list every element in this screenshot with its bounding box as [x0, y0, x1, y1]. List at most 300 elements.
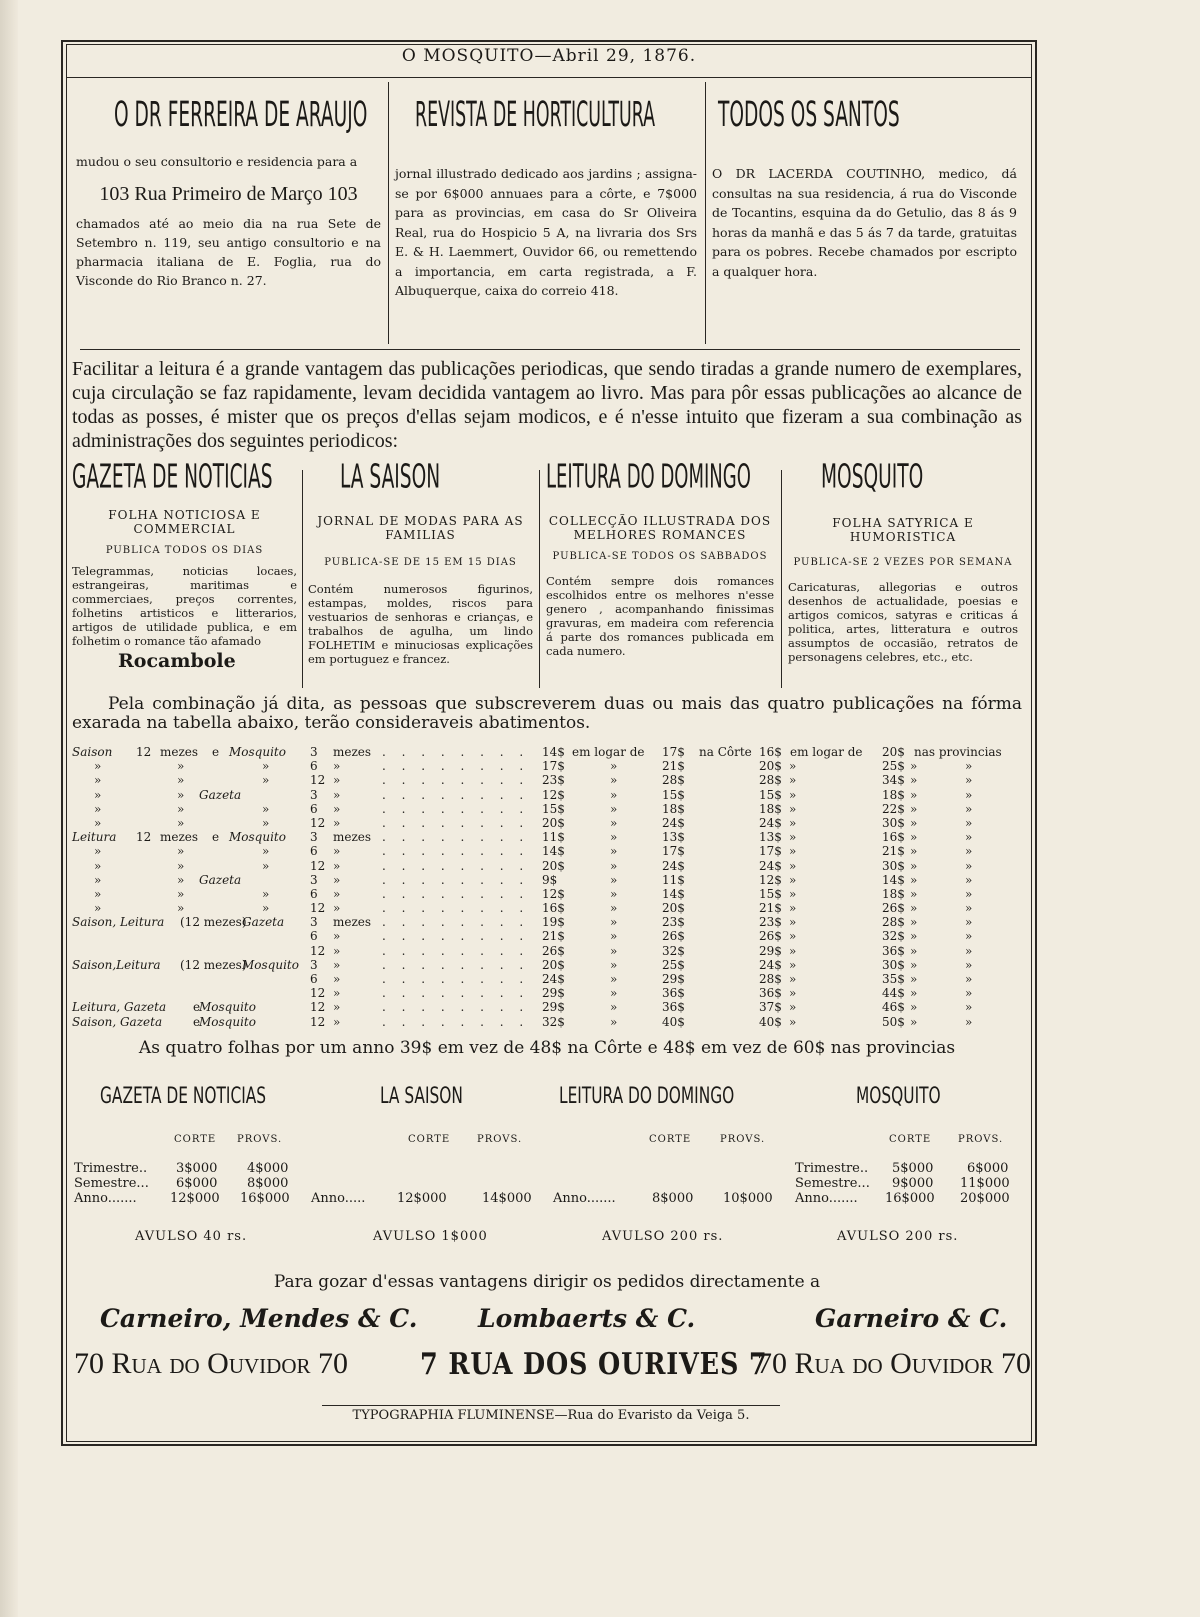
table-cell-t: 12	[310, 815, 326, 830]
table-cell-a: »	[94, 773, 102, 788]
page-edge	[0, 0, 18, 1617]
table-ditto-mark: »	[610, 986, 618, 1001]
table-cell-p3: 15$	[759, 787, 782, 802]
table-cell-u: »	[333, 929, 341, 944]
table-cell-p3: 37$	[759, 1000, 782, 1015]
table-cell-u: »	[333, 1000, 341, 1015]
table-cell-p4: 30$	[882, 957, 905, 972]
ad-todos-santos-title: TODOS OS SANTOS	[718, 94, 900, 136]
table-cell-p4: 35$	[882, 972, 905, 986]
table-cell-p3: 21$	[759, 901, 782, 916]
table-cell-a: »	[94, 815, 102, 830]
table-cell-p3: 16$	[759, 745, 782, 759]
table-cell-p1: 17$	[542, 759, 565, 774]
table-ditto-mark: »	[610, 858, 618, 873]
table-leader-dots: . . . . . . . .	[382, 972, 530, 986]
ad-revista-title: REVISTA DE HORTICULTURA	[415, 94, 656, 136]
table-ditto-mark: »	[789, 815, 797, 830]
table-row	[72, 873, 1022, 887]
table-cell-p1: 16$	[542, 901, 565, 916]
table-cell-a: »	[94, 787, 102, 802]
table-cell-u: »	[333, 844, 341, 859]
table-cell-p3: 13$	[759, 830, 782, 845]
table-cell-p1: 29$	[542, 986, 565, 1001]
pub-mosquito-body: Caricaturas, allegorias e outros desenhos de actualidade, poesias e artigos comicos, satyras e criticas á politica, artes, litteratura e outros assumptos de occasião, retratos de personagens celebres, etc., etc.	[788, 580, 1018, 664]
table-cell-t: 12	[310, 1014, 326, 1029]
table-cell-p4: 20$	[882, 745, 905, 759]
table-cell-na-corte: na Côrte	[699, 745, 752, 759]
table-cell-t: 3	[310, 745, 318, 759]
table-cell-t: 6	[310, 929, 318, 944]
price-saison-title: LA SAISON	[380, 1084, 463, 1109]
table-cell-t: 6	[310, 759, 318, 774]
table-cell-p2: 23$	[662, 915, 685, 930]
table-ditto-mark: »	[910, 957, 918, 972]
table-ditto-mark: »	[965, 1000, 973, 1015]
table-cell-p2: 24$	[662, 815, 685, 830]
table-ditto-mark: »	[610, 830, 618, 845]
table-cell-p1: 9$	[542, 872, 558, 887]
table-cell-n: »	[177, 844, 185, 859]
table-ditto-mark: »	[965, 929, 973, 944]
table-cell-p1: 20$	[542, 815, 565, 830]
table-cell-a: Saison, Leitura	[72, 915, 165, 930]
combo-paragraph: Pela combinação já dita, as pessoas que subscreverem duas ou mais das quatro publicações na fórma exarada na tabella abaixo, terão consideraveis abatimentos.	[72, 694, 1022, 733]
table-cell-a: Saison,Leitura	[72, 957, 161, 972]
table-cell-u: »	[333, 801, 341, 816]
table-cell-p4: 14$	[882, 872, 905, 887]
table-cell-n: »	[177, 886, 185, 901]
table-ditto-mark: »	[910, 972, 918, 986]
table-cell-p2: 21$	[662, 759, 685, 774]
table-ditto-mark: »	[610, 773, 618, 788]
table-cell-a: Leitura	[72, 830, 117, 845]
table-cell-t: 3	[310, 957, 318, 972]
table-cell-p1: 29$	[542, 1000, 565, 1015]
pub-divider-1	[302, 470, 303, 688]
table-cell-p3: 24$	[759, 957, 782, 972]
table-ditto-mark: »	[965, 801, 973, 816]
table-ditto-mark: »	[910, 1000, 918, 1015]
pub-leitura-subtitle: COLLECÇÃO ILLUSTRADA DOS MELHORES ROMANCES	[548, 514, 772, 542]
footer-rule	[322, 1405, 780, 1406]
table-ditto-mark: »	[610, 815, 618, 830]
table-cell-p4: 30$	[882, 858, 905, 873]
ad-divider-2	[705, 82, 706, 344]
pub-mosquito	[788, 457, 1018, 664]
table-leader-dots: . . . . . . . .	[382, 830, 530, 845]
pub-saison	[308, 457, 533, 666]
table-cell-p1: 20$	[542, 858, 565, 873]
pub-saison-body: Contém numerosos figurinos, estampas, moldes, riscos para vestuarios de senhoras e crianças, e trabalhos de agulha, um lindo FOLHETIM e minuciosas explicações em portuguez e francez.	[308, 582, 533, 666]
table-row	[72, 830, 1022, 844]
masthead: O MOSQUITO—Abril 29, 1876.	[401, 46, 697, 66]
table-cell-b: »	[262, 815, 270, 830]
table-ditto-mark: »	[910, 943, 918, 958]
table-ditto-mark: »	[910, 759, 918, 774]
table-cell-p4: 36$	[882, 943, 905, 958]
table-cell-p1: 12$	[542, 886, 565, 901]
table-leader-dots: . . . . . . . .	[382, 929, 530, 944]
table-row	[72, 859, 1022, 873]
table-ditto-mark: »	[789, 844, 797, 859]
table-cell-p4: 16$	[882, 830, 905, 845]
table-ditto-mark: »	[789, 787, 797, 802]
table-cell-p4: 26$	[882, 901, 905, 916]
table-ditto-mark: »	[965, 986, 973, 1001]
table-ditto-mark: »	[789, 1000, 797, 1015]
table-ditto-mark: »	[789, 986, 797, 1001]
table-ditto-mark: »	[610, 915, 618, 930]
ads-bottom-rule	[80, 349, 1020, 350]
pub-leitura	[546, 457, 774, 658]
table-cell-u: mezes	[333, 745, 372, 759]
masthead-rule	[66, 77, 1032, 78]
table-cell-p4: 22$	[882, 801, 905, 816]
table-cell-p3: 20$	[759, 759, 782, 774]
table-cell-t: 12	[310, 901, 326, 916]
table-cell-a: »	[94, 872, 102, 887]
table-cell-a: »	[94, 901, 102, 916]
table-ditto-mark: »	[910, 815, 918, 830]
pub-mosquito-subtitle: FOLHA SATYRICA E HUMORISTICA	[832, 516, 974, 544]
table-cell-a: »	[94, 801, 102, 816]
table-ditto-mark: »	[965, 886, 973, 901]
table-leader-dots: . . . . . . . .	[382, 787, 530, 802]
table-cell-p3: 23$	[759, 915, 782, 930]
table-cell-t: 6	[310, 886, 318, 901]
table-cell-a: »	[94, 844, 102, 859]
table-ditto-mark: »	[610, 943, 618, 958]
table-leader-dots: . . . . . . . .	[382, 986, 530, 1001]
pub-leitura-body: Contém sempre dois romances escolhidos entre os melhores n'esse genero , acompanhando finissimas gravuras, em madeira com referencia á parte dos romances publicada em cada numero.	[546, 574, 774, 658]
table-row	[72, 929, 1022, 943]
table-ditto-mark: »	[610, 759, 618, 774]
table-cell-t: 12	[310, 943, 326, 958]
table-cell-u: »	[333, 872, 341, 887]
table-leader-dots: . . . . . . . .	[382, 872, 530, 887]
table-cell-b: Mosquito	[229, 745, 286, 759]
agent-carneiro-name: Carneiro, Mendes & C.	[100, 1304, 418, 1333]
table-leader-dots: . . . . . . . .	[382, 1014, 530, 1029]
table-leader-dots: . . . . . . . .	[382, 801, 530, 816]
table-cell-u: »	[333, 759, 341, 774]
table-cell-b: Mosquito	[242, 957, 299, 972]
table-cell-e: e	[193, 1014, 201, 1029]
table-cell-p3: 12$	[759, 872, 782, 887]
table-ditto-mark: »	[965, 915, 973, 930]
table-ditto-mark: »	[965, 972, 973, 986]
table-ditto-mark: »	[910, 901, 918, 916]
table-cell-p3: 17$	[759, 844, 782, 859]
table-cell-p2: 40$	[662, 1014, 685, 1029]
table-cell-a: Saison	[72, 745, 113, 759]
table-cell-u: »	[333, 773, 341, 788]
table-cell-p4: 30$	[882, 815, 905, 830]
table-cell-p2: 36$	[662, 1000, 685, 1015]
table-cell-p2: 36$	[662, 986, 685, 1001]
table-row	[72, 1015, 1022, 1029]
table-cell-p1: 21$	[542, 929, 565, 944]
table-cell-b: Mosquito	[199, 1014, 256, 1029]
price-mosquito-title: MOSQUITO	[856, 1084, 941, 1109]
table-cell-p1: 26$	[542, 943, 565, 958]
table-cell-u: »	[333, 1014, 341, 1029]
table-ditto-mark: »	[610, 957, 618, 972]
table-ditto-mark: »	[965, 787, 973, 802]
table-cell-u: mezes	[333, 830, 372, 845]
table-cell-p2: 28$	[662, 773, 685, 788]
ad-ferreira-body: chamados até ao meio dia na rua Sete de Setembro n. 119, seu antigo consultorio e na pharmacia italiana de E. Foglia, rua do Visconde do Rio Branco n. 27.	[76, 216, 381, 288]
pub-saison-subtitle: JORNAL DE MODAS PARA AS FAMILIAS	[317, 514, 524, 542]
pub-gazeta-rocambole: Rocambole	[118, 650, 236, 672]
table-leader-dots: . . . . . . . .	[382, 858, 530, 873]
table-row	[72, 844, 1022, 858]
pub-mosquito-title: MOSQUITO	[820, 457, 923, 497]
table-cell-p3: 24$	[759, 815, 782, 830]
table-cell-p1: 14$	[542, 745, 565, 759]
table-ditto-mark: »	[910, 830, 918, 845]
table-row	[72, 816, 1022, 830]
table-ditto-mark: »	[910, 986, 918, 1001]
table-cell-t: 12	[310, 986, 326, 1001]
table-cell-p1: 23$	[542, 773, 565, 788]
table-ditto-mark: »	[965, 815, 973, 830]
table-cell-u: »	[333, 943, 341, 958]
table-ditto-mark: »	[910, 787, 918, 802]
table-cell-p1: 11$	[542, 830, 565, 845]
table-leader-dots: . . . . . . . .	[382, 773, 530, 788]
table-cell-p3: 40$	[759, 1014, 782, 1029]
table-ditto-mark: »	[610, 1014, 618, 1029]
table-cell-e: e	[212, 745, 220, 759]
table-cell-b: »	[262, 759, 270, 774]
intro-paragraph: Facilitar a leitura é a grande vantagem das publicações periodicas, que sendo tiradas a grande numero de exemplares, cuja circulação se faz rapidamente, levam decidida vantagem ao livro. Mas para pôr essas publicações ao alcance de todas as posses, é mister que os preços d'ellas sejam modicos, e é n'esse intuito que fizeram a sua combinação as administrações dos seguintes periodicos:	[72, 358, 1022, 452]
table-ditto-mark: »	[789, 858, 797, 873]
table-cell-e: e	[212, 830, 220, 845]
table-cell-p3: 24$	[759, 858, 782, 873]
table-cell-t: 3	[310, 872, 318, 887]
table-row	[72, 887, 1022, 901]
ad-ferreira-address: 103 Rua Primeiro de Março 103	[99, 183, 358, 205]
table-cell-n: 12	[136, 745, 152, 759]
table-ditto-mark: »	[610, 1000, 618, 1015]
table-cell-a: »	[94, 858, 102, 873]
pub-mosquito-freq: PUBLICA-SE 2 VEZES POR SEMANA	[793, 557, 1013, 568]
table-cell-p3: 26$	[759, 929, 782, 944]
table-cell-t: 12	[310, 858, 326, 873]
price-leitura-title: LEITURA DO DOMINGO	[559, 1084, 735, 1109]
table-cell-b: Gazeta	[242, 915, 285, 930]
price-gazeta-title: GAZETA DE NOTICIAS	[100, 1084, 267, 1109]
table-cell-t: 12	[310, 773, 326, 788]
table-ditto-mark: »	[789, 1014, 797, 1029]
table-cell-n: »	[177, 759, 185, 774]
table-cell-p3: 29$	[759, 943, 782, 958]
table-cell-p2: 32$	[662, 943, 685, 958]
table-cell-p1: 14$	[542, 844, 565, 859]
table-cell-p4: 25$	[882, 759, 905, 774]
table-cell-p2: 17$	[662, 745, 685, 759]
ad-todos-santos	[712, 94, 1017, 281]
ad-ferreira-line1: mudou o seu consultorio e residencia para a	[76, 154, 358, 169]
table-leader-dots: . . . . . . . .	[382, 745, 530, 759]
table-cell-em-logar: em logar de	[572, 745, 645, 759]
table-ditto-mark: »	[789, 901, 797, 916]
table-ditto-mark: »	[789, 915, 797, 930]
table-ditto-mark: »	[910, 801, 918, 816]
table-cell-p2: 13$	[662, 830, 685, 845]
table-row	[72, 972, 1022, 986]
table-cell-ap: (12 mezes)	[180, 915, 247, 930]
table-cell-a: Leitura, Gazeta	[72, 1000, 167, 1015]
ad-revista-body: jornal illustrado dedicado aos jardins ; assigna-se por 6$000 annuaes para a côrte, e 7$000 para as provincias, em casa do Sr Oliveira Real, rua do Hospicio 5 A, na livraria dos Srs E. & H. Laemmert, Ouvidor 66, ou remettendo a importancia, em carta registrada, a F. Albuquerque, caixa do correio 418.	[395, 166, 697, 298]
table-row	[72, 788, 1022, 802]
table-ditto-mark: »	[965, 957, 973, 972]
table-cell-n: 12	[136, 830, 152, 845]
table-cell-p4: 32$	[882, 929, 905, 944]
table-cell-b: Gazeta	[199, 872, 242, 887]
table-cell-b: Mosquito	[229, 830, 286, 845]
table-ditto-mark: »	[965, 773, 973, 788]
table-row	[72, 745, 1022, 759]
table-ditto-mark: »	[789, 759, 797, 774]
table-ditto-mark: »	[789, 886, 797, 901]
table-row	[72, 773, 1022, 787]
pub-gazeta	[72, 457, 297, 672]
table-cell-p2: 29$	[662, 972, 685, 986]
table-leader-dots: . . . . . . . .	[382, 844, 530, 859]
table-row	[72, 944, 1022, 958]
agent-lombaerts-name: Lombaerts & C.	[478, 1304, 696, 1333]
table-ditto-mark: »	[610, 872, 618, 887]
pub-divider-2	[539, 470, 540, 688]
table-cell-b: Gazeta	[199, 787, 242, 802]
table-cell-p4: 46$	[882, 1000, 905, 1015]
table-ditto-mark: »	[789, 943, 797, 958]
table-ditto-mark: »	[610, 844, 618, 859]
agent-lombaerts-address: 7 RUA DOS OURIVES 7	[420, 1347, 768, 1382]
table-cell-p1: 32$	[542, 1014, 565, 1029]
table-cell-e: e	[193, 1000, 201, 1015]
ad-revista	[395, 94, 697, 301]
table-cell-b: »	[262, 858, 270, 873]
table-cell-a: »	[94, 886, 102, 901]
table-cell-n: »	[177, 815, 185, 830]
table-cell-u: »	[333, 787, 341, 802]
gozar-line: Para gozar d'essas vantagens dirigir os pedidos directamente a	[273, 1272, 821, 1292]
table-ditto-mark: »	[789, 957, 797, 972]
table-ditto-mark: »	[910, 872, 918, 887]
table-row	[72, 1000, 1022, 1014]
pub-divider-3	[781, 470, 782, 688]
table-cell-b: »	[262, 844, 270, 859]
table-cell-p2: 15$	[662, 787, 685, 802]
table-ditto-mark: »	[965, 858, 973, 873]
table-cell-p2: 18$	[662, 801, 685, 816]
table-ditto-mark: »	[610, 972, 618, 986]
table-leader-dots: . . . . . . . .	[382, 957, 530, 972]
table-leader-dots: . . . . . . . .	[382, 815, 530, 830]
table-ditto-mark: »	[610, 901, 618, 916]
table-cell-t: 3	[310, 830, 318, 845]
table-ditto-mark: »	[910, 1014, 918, 1029]
table-cell-p1: 12$	[542, 787, 565, 802]
table-cell-p2: 20$	[662, 901, 685, 916]
table-cell-p4: 18$	[882, 787, 905, 802]
table-cell-ap: (12 mezes)	[180, 957, 247, 972]
table-cell-b: »	[262, 801, 270, 816]
quatro-folhas-line: As quatro folhas por um anno 39$ em vez de 48$ na Côrte e 48$ em vez de 60$ nas provincias	[138, 1038, 956, 1058]
table-leader-dots: . . . . . . . .	[382, 759, 530, 774]
table-cell-t: 12	[310, 1000, 326, 1015]
table-cell-nas-provincias: nas provincias	[914, 745, 1002, 759]
table-leader-dots: . . . . . . . .	[382, 901, 530, 916]
table-cell-p4: 18$	[882, 886, 905, 901]
table-cell-m: mezes	[160, 830, 199, 845]
table-cell-u: »	[333, 901, 341, 916]
table-cell-p3: 18$	[759, 801, 782, 816]
table-ditto-mark: »	[910, 929, 918, 944]
table-cell-a: »	[94, 759, 102, 774]
pub-gazeta-body: Telegrammas, noticias locaes, estrangeiras, maritimas e commerciaes, preços correntes, folhetins artisticos e litterarios, artigos de utilidade publica, e em folhetim o romance tão afamado	[72, 564, 297, 648]
table-ditto-mark: »	[965, 830, 973, 845]
table-row	[72, 915, 1022, 929]
table-row	[72, 759, 1022, 773]
pub-saison-freq: PUBLICA-SE DE 15 EM 15 DIAS	[324, 557, 517, 568]
table-leader-dots: . . . . . . . .	[382, 1000, 530, 1015]
table-cell-p4: 34$	[882, 773, 905, 788]
table-row	[72, 986, 1022, 1000]
pub-gazeta-freq: PUBLICA TODOS OS DIAS	[105, 545, 264, 556]
table-cell-p3: 15$	[759, 886, 782, 901]
table-cell-p1: 15$	[542, 801, 565, 816]
agent-garneiro-address: 70 Rua do Ouvidor 70	[757, 1347, 1031, 1380]
table-cell-p3: 36$	[759, 986, 782, 1001]
table-ditto-mark: »	[910, 886, 918, 901]
table-cell-p1: 19$	[542, 915, 565, 930]
table-cell-n: »	[177, 787, 185, 802]
table-ditto-mark: »	[910, 858, 918, 873]
table-ditto-mark: »	[965, 1014, 973, 1029]
table-cell-p2: 11$	[662, 872, 685, 887]
table-ditto-mark: »	[789, 972, 797, 986]
table-cell-em-logar2: em logar de	[790, 745, 863, 759]
table-leader-dots: . . . . . . . .	[382, 886, 530, 901]
table-ditto-mark: »	[789, 801, 797, 816]
table-ditto-mark: »	[789, 929, 797, 944]
table-ditto-mark: »	[965, 901, 973, 916]
table-cell-b: »	[262, 886, 270, 901]
table-row	[72, 802, 1022, 816]
table-cell-n: »	[177, 801, 185, 816]
table-cell-p1: 24$	[542, 972, 565, 986]
table-cell-p2: 26$	[662, 929, 685, 944]
table-cell-t: 6	[310, 844, 318, 859]
ad-todos-santos-body: O DR LACERDA COUTINHO, medico, dá consultas na sua residencia, á rua do Visconde de Tocantins, esquina da do Getulio, das 8 ás 9 horas da manhã e das 5 ás 7 da tarde, gratuitas para os pobres. Recebe chamados por escripto a qualquer hora.	[712, 166, 1017, 279]
table-cell-m: mezes	[160, 745, 199, 759]
table-ditto-mark: »	[610, 801, 618, 816]
table-row	[72, 901, 1022, 915]
ad-ferreira-title: O DR FERREIRA DE ARAUJO	[114, 94, 368, 136]
table-ditto-mark: »	[610, 787, 618, 802]
table-cell-u: mezes	[333, 915, 372, 930]
table-ditto-mark: »	[965, 872, 973, 887]
table-cell-n: »	[177, 773, 185, 788]
table-cell-n: »	[177, 858, 185, 873]
table-cell-p2: 24$	[662, 858, 685, 873]
table-cell-u: »	[333, 886, 341, 901]
